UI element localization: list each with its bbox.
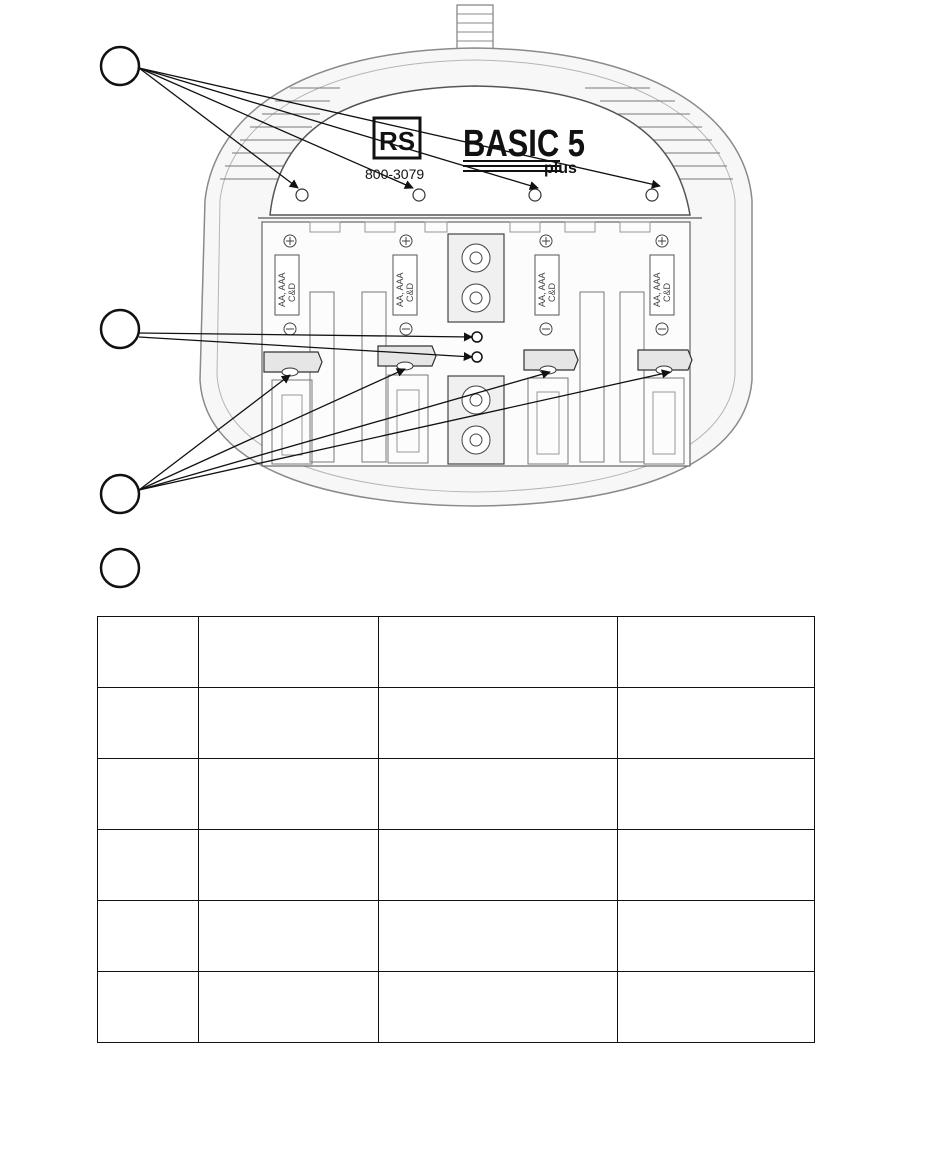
logo-text: RS <box>378 126 416 156</box>
table-row <box>98 759 815 830</box>
part-number: 800-3079 <box>365 166 425 182</box>
table-cell <box>379 688 618 759</box>
contact-point <box>472 352 482 362</box>
slot-label-line1: AA, AAA <box>537 272 547 307</box>
table-cell <box>199 901 379 972</box>
table-cell <box>618 617 815 688</box>
blank-table <box>97 616 815 1043</box>
led-indicator <box>529 189 541 201</box>
led-indicator <box>296 189 308 201</box>
power-cord <box>457 5 493 51</box>
table-cell <box>98 617 199 688</box>
slot-label-line2: C&D <box>662 282 672 302</box>
table-cell <box>98 972 199 1043</box>
callout-circle-sliders <box>101 475 139 513</box>
slot-label-line1: AA, AAA <box>395 272 405 307</box>
slot-label-line1: AA, AAA <box>277 272 287 307</box>
led-indicator <box>413 189 425 201</box>
table-cell <box>98 901 199 972</box>
table-cell <box>379 972 618 1043</box>
table-cell <box>98 688 199 759</box>
table-cell <box>618 688 815 759</box>
table-cell <box>199 759 379 830</box>
table-cell <box>618 972 815 1043</box>
rs-logo <box>374 118 420 158</box>
callout-circle-table <box>101 549 139 587</box>
table-cell <box>618 901 815 972</box>
table-row <box>98 972 815 1043</box>
table-cell <box>618 759 815 830</box>
table-cell <box>199 617 379 688</box>
table-row <box>98 617 815 688</box>
table-cell <box>199 830 379 901</box>
table-cell <box>618 830 815 901</box>
callout-circle-contacts <box>101 310 139 348</box>
led-indicator <box>646 189 658 201</box>
callout-circle-leds <box>101 47 139 85</box>
table-cell <box>379 759 618 830</box>
table-cell <box>98 759 199 830</box>
model-name: BASIC 5 <box>463 123 585 165</box>
model-subtitle: plus <box>544 160 577 177</box>
slot-label-line2: C&D <box>287 282 297 302</box>
table-cell <box>199 688 379 759</box>
table-cell <box>379 830 618 901</box>
table-cell <box>379 901 618 972</box>
contact-point <box>472 332 482 342</box>
table-cell <box>199 972 379 1043</box>
slot-label-line1: AA, AAA <box>652 272 662 307</box>
table-row <box>98 830 815 901</box>
table-cell <box>379 617 618 688</box>
table-cell <box>98 830 199 901</box>
slot-label-line2: C&D <box>405 282 415 302</box>
table-row <box>98 901 815 972</box>
table-row <box>98 688 815 759</box>
slot-label-line2: C&D <box>547 282 557 302</box>
